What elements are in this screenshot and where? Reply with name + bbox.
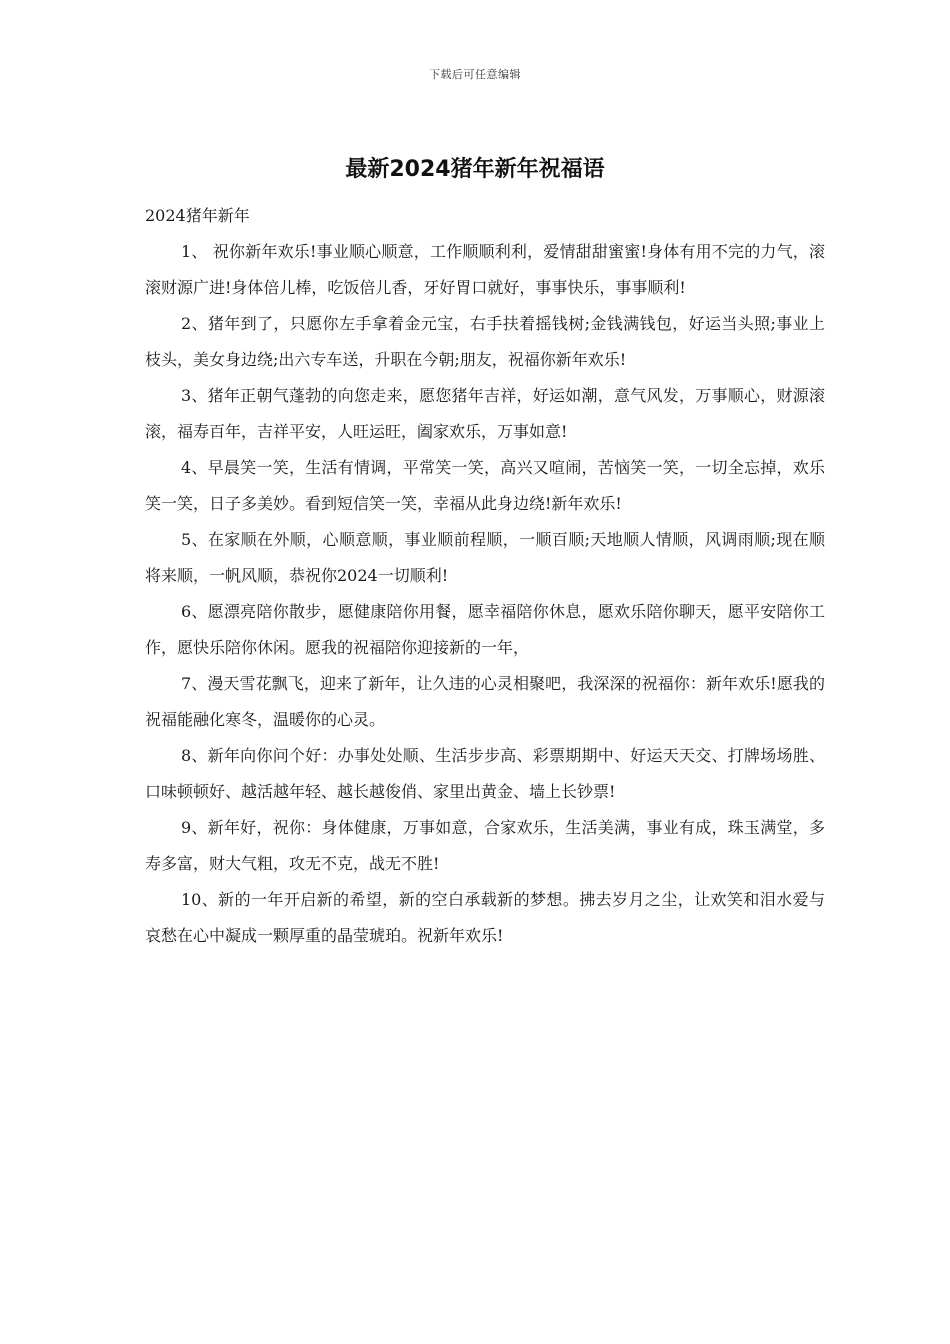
greeting-item-5: 5、在家顺在外顺，心顺意顺，事业顺前程顺，一顺百顺;天地顺人情顺，风调雨顺;现在顺将来顺，一帆风顺，恭祝你2024一切顺利! bbox=[145, 530, 825, 585]
page-header-note: 下载后可任意编辑 bbox=[429, 68, 521, 81]
greeting-item-9: 9、新年好，祝你：身体健康，万事如意，合家欢乐，生活美满，事业有成，珠玉满堂，多寿多富，财大气粗，攻无不克，战无不胜! bbox=[145, 818, 825, 873]
document-title: 最新2024猪年新年祝福语 bbox=[345, 157, 605, 182]
greeting-item-8: 8、新年向你问个好：办事处处顺、生活步步高、彩票期期中、好运天天交、打牌场场胜、口味顿顿好、越活越年轻、越长越俊俏、家里出黄金、墙上长钞票! bbox=[145, 746, 825, 801]
greeting-item-2: 2、猪年到了，只愿你左手拿着金元宝，右手扶着摇钱树;金钱满钱包，好运当头照;事业上枝头，美女身边绕;出六专车送，升职在今朝;朋友，祝福你新年欢乐! bbox=[145, 314, 825, 369]
greeting-item-4: 4、早晨笑一笑，生活有情调，平常笑一笑，高兴又喧闹，苦恼笑一笑，一切全忘掉，欢乐笑一笑，日子多美妙。看到短信笑一笑，幸福从此身边绕!新年欢乐! bbox=[145, 458, 825, 513]
greeting-item-3: 3、猪年正朝气蓬勃的向您走来，愿您猪年吉祥，好运如潮，意气风发，万事顺心，财源滚滚，福寿百年，吉祥平安，人旺运旺，阖家欢乐，万事如意! bbox=[145, 386, 825, 441]
greeting-item-6: 6、愿漂亮陪你散步，愿健康陪你用餐，愿幸福陪你休息，愿欢乐陪你聊天，愿平安陪你工作，愿快乐陪你休闲。愿我的祝福陪你迎接新的一年， bbox=[145, 602, 825, 657]
greeting-item-7: 7、漫天雪花飘飞，迎来了新年，让久违的心灵相聚吧，我深深的祝福你：新年欢乐!愿我的祝福能融化寒冬，温暖你的心灵。 bbox=[145, 674, 825, 729]
document-subtitle: 2024猪年新年 bbox=[145, 206, 250, 225]
document-body bbox=[145, 198, 825, 954]
greeting-item-10: 10、新的一年开启新的希望，新的空白承载新的梦想。拂去岁月之尘，让欢笑和泪水爱与哀愁在心中凝成一颗厚重的晶莹琥珀。祝新年欢乐! bbox=[145, 890, 825, 945]
greeting-item-1: 1、 祝你新年欢乐!事业顺心顺意，工作顺顺利利，爱情甜甜蜜蜜!身体有用不完的力气，滚滚财源广进!身体倍儿棒，吃饭倍儿香，牙好胃口就好，事事快乐，事事顺利! bbox=[145, 242, 825, 297]
